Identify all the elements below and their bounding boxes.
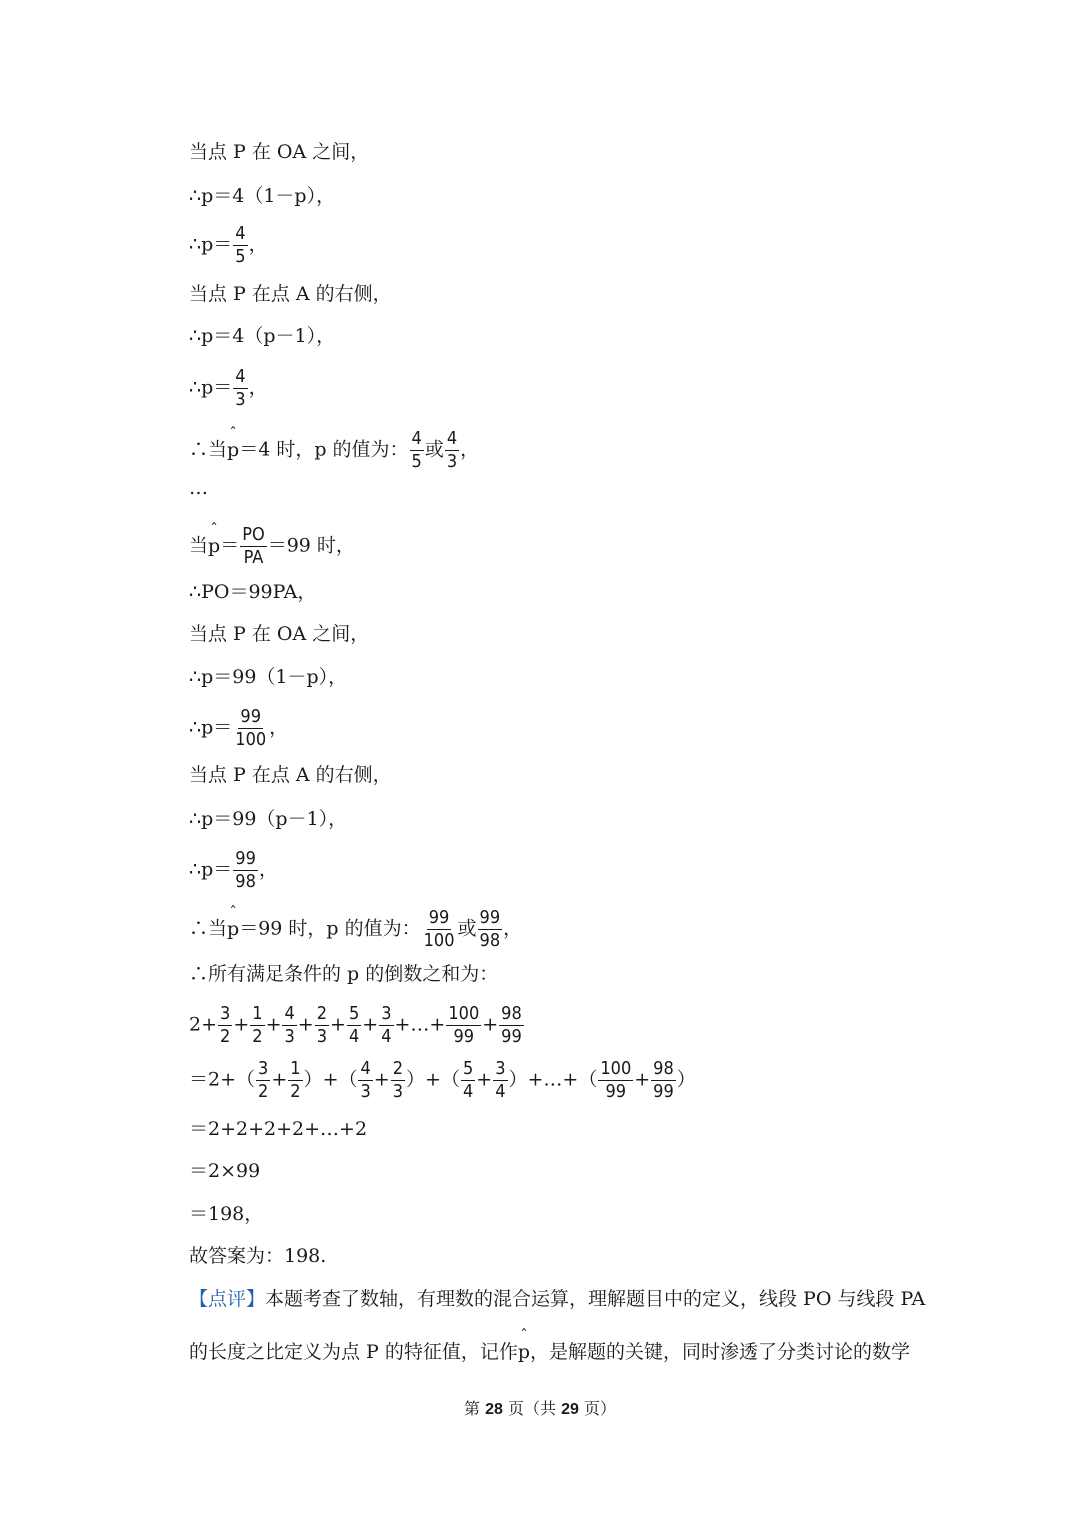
line-9: 当ˆ p＝ $\frac{PO}{PA}$ ＝99 时， xyxy=(189,524,355,569)
fraction: $\frac{3}{4}$ xyxy=(495,1058,506,1102)
line-21: ＝2+2+2+2+…+2 xyxy=(189,1118,368,1140)
line-2: ∴p＝4（1－p）， xyxy=(189,185,336,207)
fraction: $\frac{2}{3}$ xyxy=(316,1003,328,1047)
line-18: ∴所有满足条件的 p 的倒数之和为： xyxy=(189,963,499,985)
line-13: ∴p＝ $\frac{99}{100}$ ， xyxy=(189,706,289,750)
line-16: ∴p＝ $\frac{99}{98}$ ， xyxy=(189,848,278,892)
fraction: $\frac{99}{98}$ xyxy=(479,907,501,951)
p-hat-symbol: ˆ p xyxy=(518,1339,530,1365)
fraction: $\frac{100}{99}$ xyxy=(600,1058,632,1102)
line-11: 当点 P 在 OA 之间， xyxy=(189,623,370,645)
line-15: ∴p＝99（p－1）， xyxy=(189,808,348,830)
fraction: $\frac{5}{4}$ xyxy=(462,1058,474,1102)
page-total: 29 xyxy=(561,1401,579,1418)
fraction: $\frac{PO}{PA}$ xyxy=(242,524,265,568)
fraction: $\frac{99}{100}$ xyxy=(423,907,455,951)
fraction: $\frac{4}{3}$ xyxy=(446,428,458,472)
page-footer: 第 28 页（共 29 页） xyxy=(464,1399,616,1418)
fraction: $\frac{98}{99}$ xyxy=(501,1003,522,1047)
line-6: ∴p＝ $\frac{4}{3}$ ， xyxy=(189,366,268,410)
p-hat-symbol: ˆ p xyxy=(227,437,239,463)
line-12: ∴p＝99（1－p）， xyxy=(189,666,348,688)
line-25-comment: 【点评】本题考查了数轴，有理数的混合运算，理解题目中的定义，线段 PO 与线段 PA xyxy=(189,1288,926,1310)
fraction: $\frac{4}{5}$ xyxy=(235,223,246,267)
fraction: $\frac{98}{99}$ xyxy=(653,1058,674,1102)
fraction: $\frac{3}{2}$ xyxy=(258,1058,269,1102)
p-hat-symbol: ˆ p xyxy=(208,533,220,559)
fraction: $\frac{4}{3}$ xyxy=(284,1003,295,1047)
line-20: ＝2+（ $\frac{3}{2}$ + $\frac{1}{2}$ ）+（ $\frac{4}{3}$ + $\frac{2}{3}$ ）+（ $\frac{5}{4}$ + $\frac{3}{4}$ ）+…+（ $\frac{100}{99}$ + $\frac{98}{99}$ ） xyxy=(189,1058,696,1102)
fraction: $\frac{4}{3}$ xyxy=(360,1058,371,1102)
line-26-comment: 的长度之比定义为点 P 的特征值，记作ˆ p，是解题的关键，同时渗透了分类讨论的数学 xyxy=(189,1339,910,1365)
fraction: $\frac{4}{3}$ xyxy=(235,366,246,410)
p-hat-symbol: ˆ p xyxy=(227,916,239,942)
line-24-answer: 故答案为：198. xyxy=(189,1245,327,1267)
fraction: $\frac{1}{2}$ xyxy=(290,1058,301,1102)
line-14: 当点 P 在点 A 的右侧， xyxy=(189,764,392,786)
fraction: $\frac{5}{4}$ xyxy=(348,1003,360,1047)
line-7: ∴当ˆ p＝4 时，p 的值为： $\frac{4}{5}$ 或 $\frac{4}{3}$ ， xyxy=(189,428,479,473)
fraction: $\frac{4}{5}$ xyxy=(411,428,422,472)
line-17: ∴当ˆ p＝99 时，p 的值为： $\frac{99}{100}$ 或 $\frac{99}{98}$ ， xyxy=(189,907,522,952)
fraction: $\frac{99}{98}$ xyxy=(235,848,256,892)
line-3: ∴p＝ $\frac{4}{5}$ ， xyxy=(189,223,268,267)
comment-label: 【点评】 xyxy=(189,1288,266,1310)
line-4: 当点 P 在点 A 的右侧， xyxy=(189,283,392,305)
line-1: 当点 P 在 OA 之间， xyxy=(189,141,370,163)
line-23: ＝198， xyxy=(189,1203,264,1225)
line-22: ＝2×99 xyxy=(189,1160,261,1182)
page-number: 28 xyxy=(485,1401,503,1418)
fraction: $\frac{1}{2}$ xyxy=(252,1003,263,1047)
fraction: $\frac{99}{100}$ xyxy=(235,706,267,750)
fraction: $\frac{2}{3}$ xyxy=(392,1058,404,1102)
fraction: $\frac{3}{4}$ xyxy=(381,1003,392,1047)
line-8-ellipsis: … xyxy=(189,477,208,499)
line-5: ∴p＝4（p－1）， xyxy=(189,325,336,347)
line-10: ∴PO＝99PA， xyxy=(189,581,317,603)
fraction: $\frac{100}{99}$ xyxy=(448,1003,480,1047)
fraction: $\frac{3}{2}$ xyxy=(220,1003,231,1047)
line-19: 2+ $\frac{3}{2}$ + $\frac{1}{2}$ + $\frac{4}{3}$ + $\frac{2}{3}$ + $\frac{5}{4}$ + $\frac{3}{4}$ +…+ $\frac{100}{99}$ + $\frac{98}{99}$ xyxy=(189,1003,522,1047)
